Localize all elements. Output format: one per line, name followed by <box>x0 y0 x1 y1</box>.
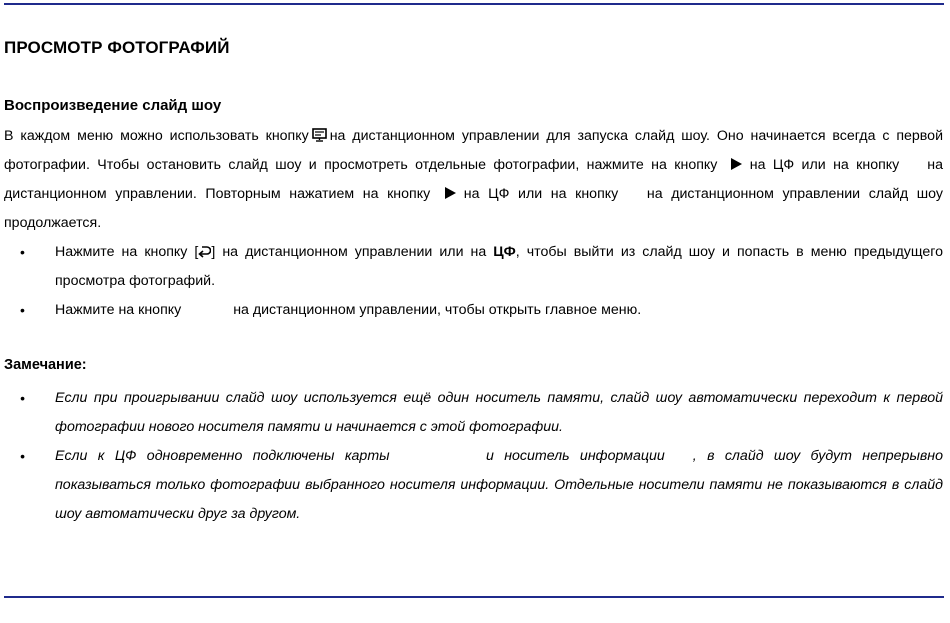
list-item <box>0 442 943 529</box>
bottom-divider <box>4 596 944 598</box>
bullet-text: ] на дистанционном управлении или на <box>211 244 487 260</box>
bullet-marker: • <box>20 244 25 260</box>
bullet-text: Нажмите на кнопку <box>55 302 182 318</box>
note-text: Если при проигрывании слайд шоу используется ещё один носитель памяти, слайд шоу автоматически переходит к первой фотографии нового носителя памяти и начинается с этой фотографии. <box>55 390 943 435</box>
list-item <box>0 238 943 296</box>
play-icon <box>731 158 742 170</box>
slideshow-icon <box>312 128 327 142</box>
section-heading: Воспроизведение слайд шоу <box>4 97 222 114</box>
play-icon <box>445 187 456 199</box>
bullet-marker: • <box>20 390 25 406</box>
note-text: и носитель информации <box>485 448 665 464</box>
bullet-marker: • <box>20 302 25 318</box>
note-heading: Замечание: <box>4 357 87 373</box>
return-icon <box>198 245 211 258</box>
note-text: Если к ЦФ одновременно подключены карты <box>55 448 390 464</box>
page-title: ПРОСМОТР ФОТОГРАФИЙ <box>4 38 230 57</box>
paragraph-text-4: на дистанционном управлении. Повторным нажатием на кнопку <box>4 157 943 202</box>
bullet-marker: • <box>20 448 25 464</box>
note-list <box>0 384 943 529</box>
bullet-text: Нажмите на кнопку [ <box>55 244 199 260</box>
bullet-text: , чтобы выйти из слайд шоу и попасть в меню предыдущего просмотра фотографий. <box>55 244 943 289</box>
paragraph-text-6: на дистанционном управлении слайд шоу продолжается. <box>4 186 943 231</box>
list-item <box>0 296 943 325</box>
note-text: , в слайд шоу будут непрерывно показываться только фотографии выбранного носителя информации. Отдельные носители памяти не показываются в слайд шоу автоматически друг за другом. <box>55 448 943 522</box>
bullet-text-bold: ЦФ <box>493 244 516 260</box>
paragraph-text-1: В каждом меню можно использовать кнопку <box>4 128 309 144</box>
paragraph-text-3: на ЦФ или на кнопку <box>749 157 900 173</box>
bullet-text: на дистанционном управлении, чтобы открыть главное меню. <box>233 302 642 318</box>
slideshow-paragraph <box>4 122 943 238</box>
top-divider <box>4 3 944 5</box>
list-item <box>0 384 943 442</box>
paragraph-text-5: на ЦФ или на кнопку <box>463 186 619 202</box>
instruction-list <box>0 238 943 325</box>
paragraph-text-2: на дистанционном управлении для запуска слайд шоу. Оно начинается всегда с первой фотографии. Чтобы остановить слайд шоу и просмотреть отдельные фотографии, нажмите на кнопку <box>4 128 944 173</box>
